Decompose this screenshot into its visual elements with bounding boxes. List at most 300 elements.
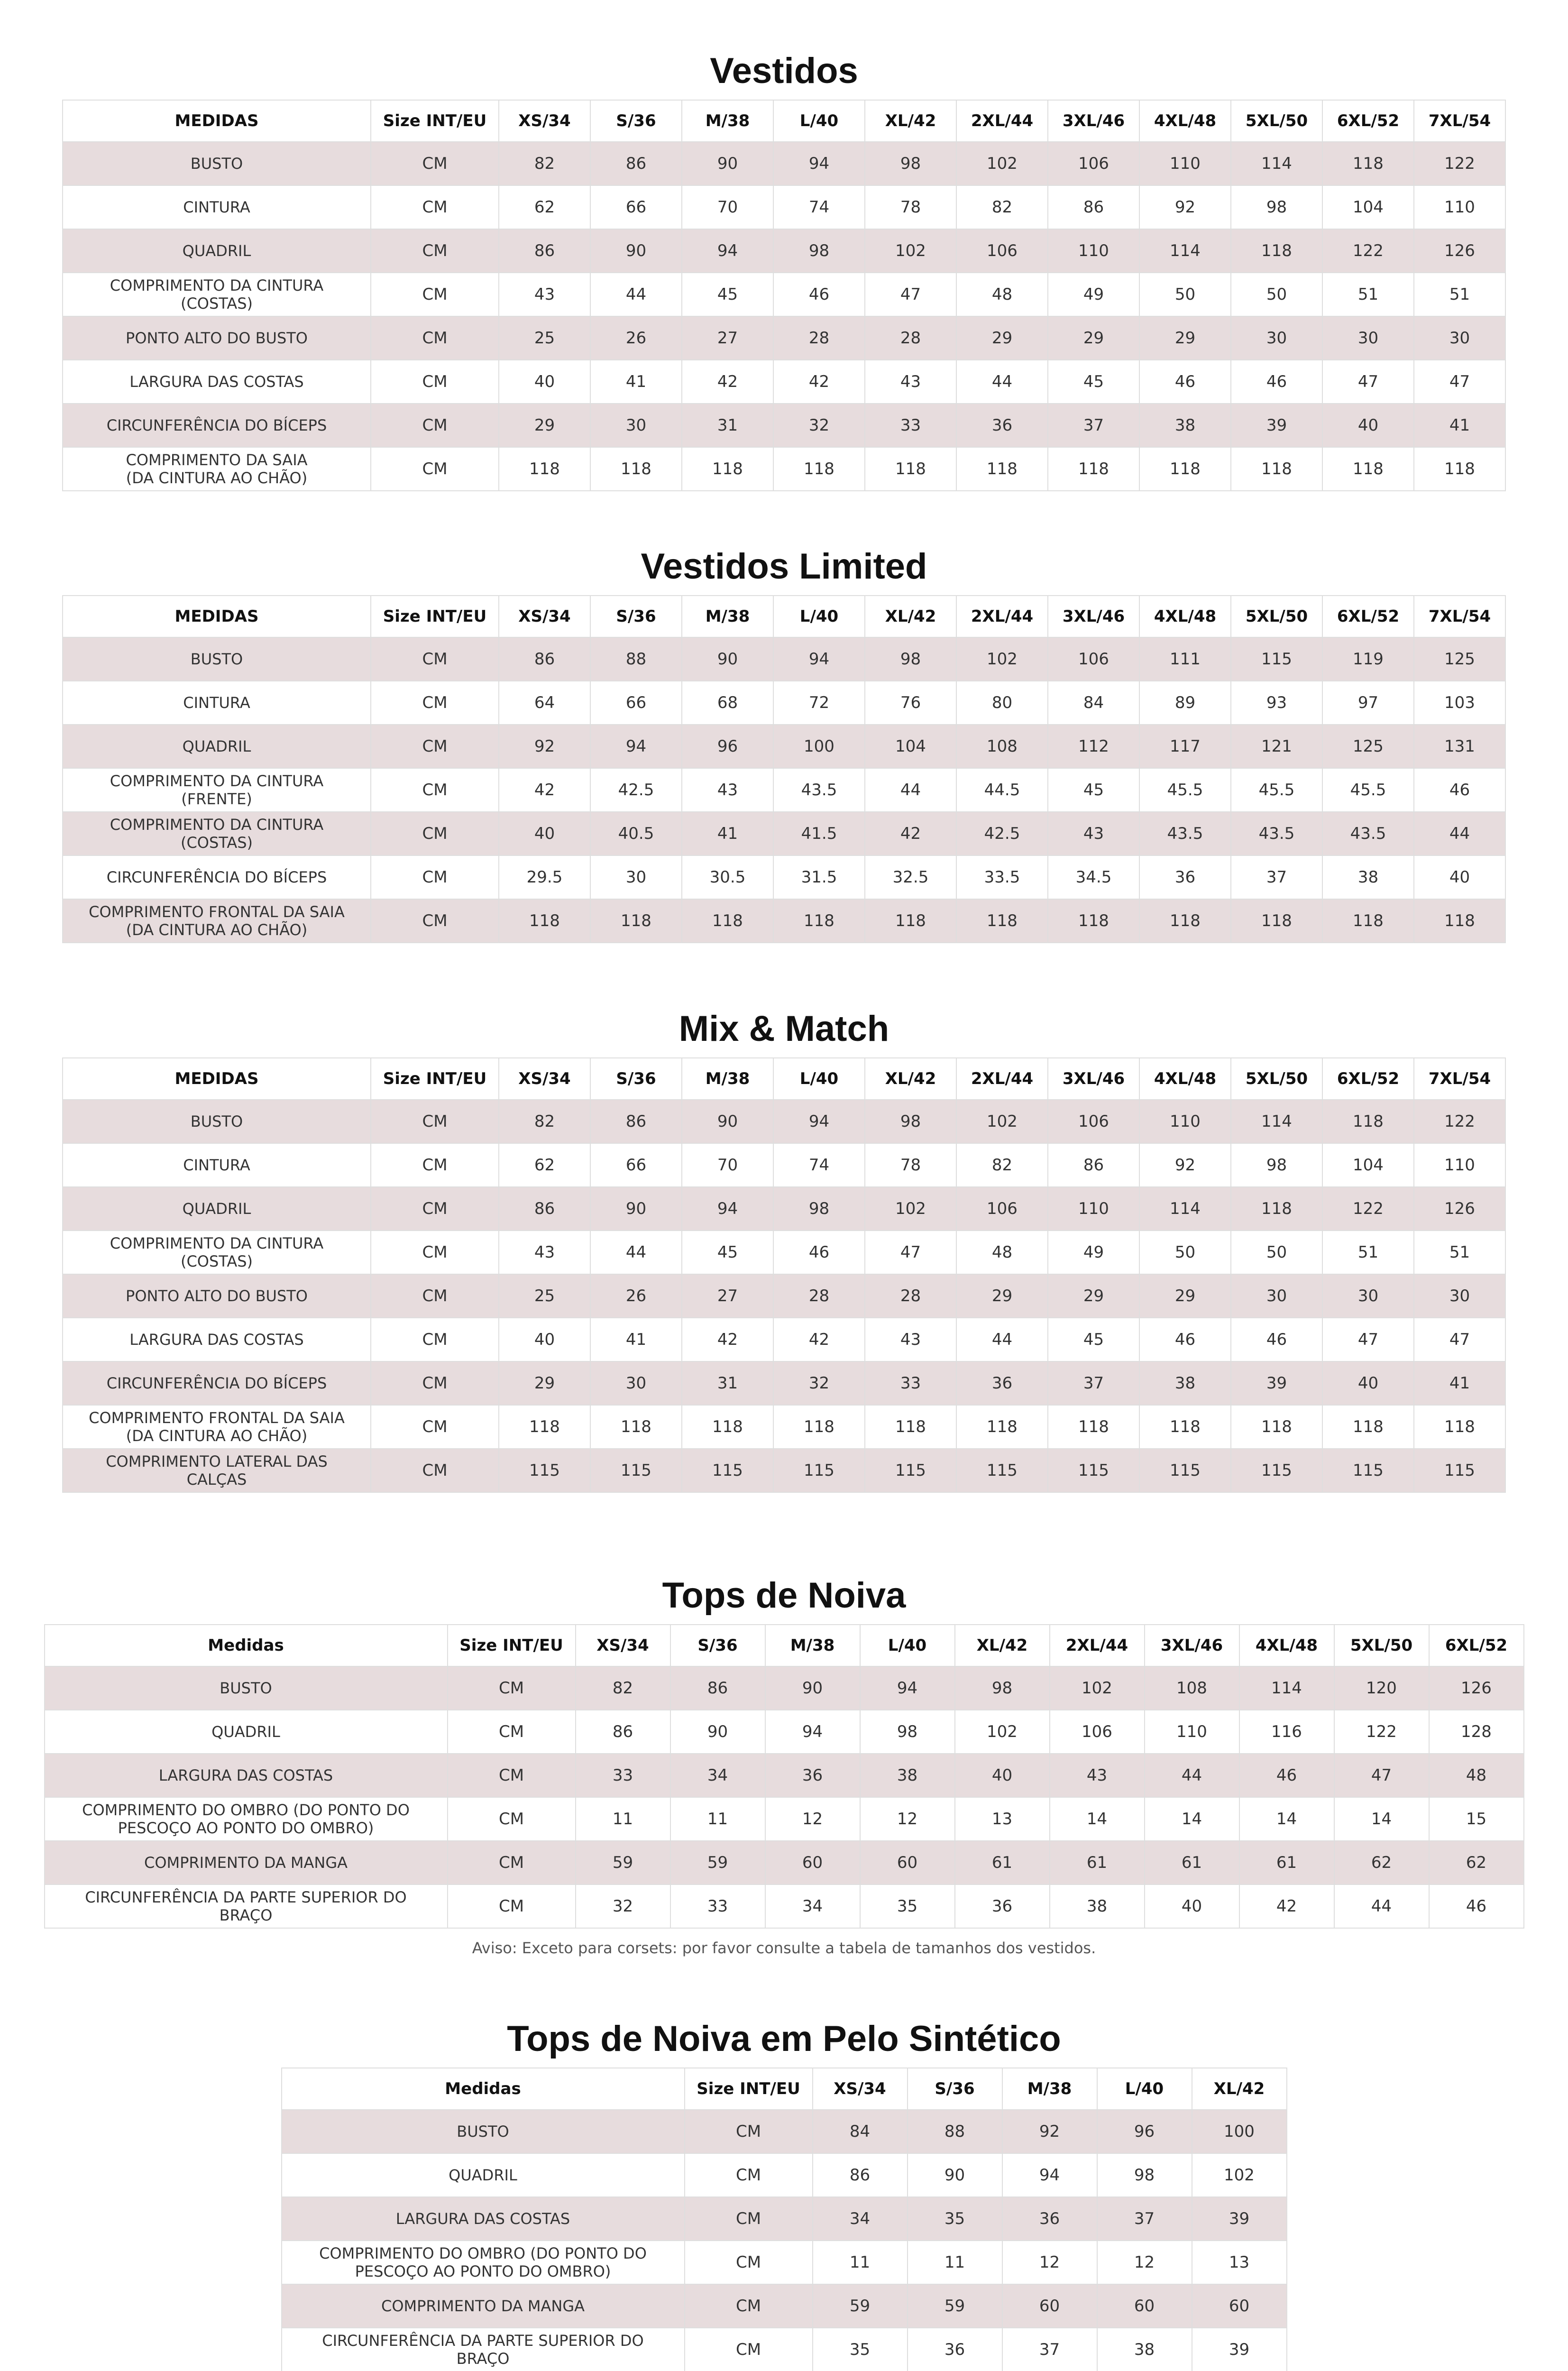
value-cell: 46 — [1239, 1754, 1334, 1797]
table-row — [63, 447, 1505, 491]
value-cell: 116 — [1239, 1710, 1334, 1754]
unit-cell: CM — [371, 1274, 499, 1318]
value-cell: 37 — [1002, 2328, 1097, 2371]
value-cell: 46 — [773, 1231, 865, 1274]
value-cell: 98 — [1097, 2153, 1192, 2197]
value-cell: 118 — [1414, 447, 1505, 491]
unit-cell: CM — [371, 404, 499, 447]
value-cell: 38 — [1322, 855, 1414, 899]
column-header: MEDIDAS — [63, 100, 371, 142]
value-cell: 29 — [956, 1274, 1048, 1318]
column-header: 4XL/48 — [1139, 1058, 1231, 1100]
value-cell: 82 — [576, 1666, 670, 1710]
table-row — [45, 1666, 1524, 1710]
unit-cell: CM — [448, 1666, 576, 1710]
value-cell: 110 — [1139, 142, 1231, 185]
value-cell: 45 — [682, 273, 773, 316]
value-cell: 14 — [1145, 1797, 1239, 1841]
row-label: CINTURA — [63, 185, 371, 229]
column-header: XL/42 — [955, 1625, 1050, 1666]
value-cell: 29 — [956, 316, 1048, 360]
unit-cell: CM — [371, 1449, 499, 1492]
column-header: 2XL/44 — [1050, 1625, 1145, 1666]
value-cell: 32 — [773, 1361, 865, 1405]
value-cell: 62 — [499, 1143, 590, 1187]
row-label: BUSTO — [282, 2110, 685, 2153]
row-label: BUSTO — [63, 142, 371, 185]
value-cell: 39 — [1192, 2328, 1287, 2371]
table-row — [63, 855, 1505, 899]
value-cell: 94 — [682, 229, 773, 273]
value-cell: 14 — [1334, 1797, 1429, 1841]
value-cell: 40 — [1322, 1361, 1414, 1405]
column-header: 3XL/46 — [1145, 1625, 1239, 1666]
value-cell: 31 — [682, 404, 773, 447]
row-label: COMPRIMENTO DA MANGA — [282, 2284, 685, 2328]
value-cell: 45.5 — [1322, 768, 1414, 812]
column-header: XL/42 — [865, 596, 956, 637]
value-cell: 28 — [865, 1274, 956, 1318]
value-cell: 90 — [682, 637, 773, 681]
row-label: QUADRIL — [45, 1710, 448, 1754]
value-cell: 94 — [682, 1187, 773, 1231]
row-label: CIRCUNFERÊNCIA DO BÍCEPS — [63, 1361, 371, 1405]
row-label: CIRCUNFERÊNCIA DO BÍCEPS — [63, 404, 371, 447]
column-header: L/40 — [773, 100, 865, 142]
value-cell: 90 — [670, 1710, 765, 1754]
value-cell: 32 — [773, 404, 865, 447]
value-cell: 28 — [865, 316, 956, 360]
value-cell: 96 — [682, 725, 773, 768]
value-cell: 39 — [1192, 2197, 1287, 2241]
value-cell: 41 — [590, 1318, 682, 1361]
row-label: LARGURA DAS COSTAS — [282, 2197, 685, 2241]
row-label: COMPRIMENTO LATERAL DAS CALÇAS — [63, 1449, 371, 1492]
unit-cell: CM — [371, 316, 499, 360]
value-cell: 118 — [1322, 447, 1414, 491]
value-cell: 115 — [499, 1449, 590, 1492]
row-label: BUSTO — [63, 1100, 371, 1143]
unit-cell: CM — [371, 273, 499, 316]
value-cell: 118 — [1048, 1405, 1139, 1449]
value-cell: 44.5 — [956, 768, 1048, 812]
value-cell: 118 — [1231, 1405, 1322, 1449]
table-row — [63, 1405, 1505, 1449]
unit-cell: CM — [371, 1100, 499, 1143]
value-cell: 25 — [499, 316, 590, 360]
section-title: Tops de Noiva — [662, 1575, 906, 1616]
value-cell: 43 — [1048, 812, 1139, 855]
value-cell: 115 — [1139, 1449, 1231, 1492]
column-header: M/38 — [682, 100, 773, 142]
value-cell: 62 — [1429, 1841, 1524, 1884]
value-cell: 115 — [773, 1449, 865, 1492]
value-cell: 104 — [1322, 1143, 1414, 1187]
section-title: Vestidos — [710, 51, 858, 91]
value-cell: 115 — [1231, 637, 1322, 681]
row-label: QUADRIL — [63, 725, 371, 768]
column-header: 5XL/50 — [1334, 1625, 1429, 1666]
column-header: XL/42 — [865, 1058, 956, 1100]
table-row — [63, 1143, 1505, 1187]
value-cell: 36 — [956, 1361, 1048, 1405]
value-cell: 35 — [860, 1884, 955, 1928]
value-cell: 34 — [670, 1754, 765, 1797]
value-cell: 46 — [1231, 360, 1322, 404]
size-table — [62, 595, 1506, 943]
value-cell: 60 — [765, 1841, 860, 1884]
table-row — [45, 1710, 1524, 1754]
value-cell: 46 — [773, 273, 865, 316]
table-row — [63, 360, 1505, 404]
value-cell: 59 — [813, 2284, 908, 2328]
value-cell: 92 — [1002, 2110, 1097, 2153]
value-cell: 118 — [1322, 142, 1414, 185]
row-label: CINTURA — [63, 1143, 371, 1187]
value-cell: 92 — [1139, 185, 1231, 229]
value-cell: 44 — [1334, 1884, 1429, 1928]
value-cell: 118 — [1048, 899, 1139, 943]
value-cell: 30 — [1322, 316, 1414, 360]
value-cell: 119 — [1322, 637, 1414, 681]
column-header: XL/42 — [865, 100, 956, 142]
value-cell: 50 — [1231, 1231, 1322, 1274]
value-cell: 36 — [956, 404, 1048, 447]
value-cell: 43 — [682, 768, 773, 812]
value-cell: 12 — [1002, 2241, 1097, 2284]
value-cell: 39 — [1231, 404, 1322, 447]
value-cell: 96 — [1097, 2110, 1192, 2153]
table-row — [63, 812, 1505, 855]
value-cell: 115 — [956, 1449, 1048, 1492]
value-cell: 37 — [1048, 1361, 1139, 1405]
value-cell: 41.5 — [773, 812, 865, 855]
value-cell: 51 — [1414, 273, 1505, 316]
value-cell: 68 — [682, 681, 773, 725]
value-cell: 51 — [1322, 1231, 1414, 1274]
table-row — [282, 2241, 1287, 2284]
table-row — [45, 1841, 1524, 1884]
column-header: S/36 — [590, 100, 682, 142]
value-cell: 118 — [1139, 447, 1231, 491]
table-row — [63, 725, 1505, 768]
value-cell: 60 — [860, 1841, 955, 1884]
table-row — [63, 1274, 1505, 1318]
section-tops-de-noiva-em-pelo-sintetico — [0, 2011, 1568, 2371]
row-label: CINTURA — [63, 681, 371, 725]
value-cell: 59 — [576, 1841, 670, 1884]
value-cell: 98 — [860, 1710, 955, 1754]
value-cell: 47 — [1414, 1318, 1505, 1361]
value-cell: 104 — [1322, 185, 1414, 229]
value-cell: 26 — [590, 316, 682, 360]
table-row — [63, 1187, 1505, 1231]
value-cell: 44 — [590, 1231, 682, 1274]
section-title: Tops de Noiva em Pelo Sintético — [507, 2019, 1061, 2059]
value-cell: 35 — [813, 2328, 908, 2371]
value-cell: 118 — [682, 1405, 773, 1449]
value-cell: 42.5 — [956, 812, 1048, 855]
value-cell: 115 — [865, 1449, 956, 1492]
value-cell: 31.5 — [773, 855, 865, 899]
value-cell: 82 — [956, 1143, 1048, 1187]
value-cell: 106 — [956, 1187, 1048, 1231]
value-cell: 12 — [1097, 2241, 1192, 2284]
value-cell: 43.5 — [773, 768, 865, 812]
table-header-row — [282, 2068, 1287, 2110]
value-cell: 84 — [1048, 681, 1139, 725]
value-cell: 125 — [1322, 725, 1414, 768]
value-cell: 66 — [590, 681, 682, 725]
value-cell: 122 — [1414, 1100, 1505, 1143]
value-cell: 118 — [499, 447, 590, 491]
value-cell: 30 — [1231, 1274, 1322, 1318]
value-cell: 34.5 — [1048, 855, 1139, 899]
value-cell: 43 — [865, 360, 956, 404]
value-cell: 90 — [682, 1100, 773, 1143]
column-header: 6XL/52 — [1322, 596, 1414, 637]
value-cell: 120 — [1334, 1666, 1429, 1710]
value-cell: 106 — [1048, 637, 1139, 681]
unit-cell: CM — [685, 2197, 813, 2241]
value-cell: 121 — [1231, 725, 1322, 768]
value-cell: 37 — [1097, 2197, 1192, 2241]
value-cell: 25 — [499, 1274, 590, 1318]
value-cell: 86 — [670, 1666, 765, 1710]
unit-cell: CM — [371, 899, 499, 943]
column-header: S/36 — [590, 596, 682, 637]
column-header: S/36 — [908, 2068, 1002, 2110]
row-label: COMPRIMENTO DA MANGA — [45, 1841, 448, 1884]
value-cell: 118 — [590, 1405, 682, 1449]
table-row — [63, 681, 1505, 725]
value-cell: 90 — [590, 229, 682, 273]
value-cell: 29 — [1139, 1274, 1231, 1318]
unit-cell: CM — [371, 185, 499, 229]
row-label: COMPRIMENTO FRONTAL DA SAIA (DA CINTURA AO CHÃO) — [63, 899, 371, 943]
column-header: 5XL/50 — [1231, 596, 1322, 637]
unit-cell: CM — [371, 360, 499, 404]
value-cell: 38 — [860, 1754, 955, 1797]
section-mix-match — [0, 1001, 1568, 1493]
column-header: MEDIDAS — [63, 1058, 371, 1100]
value-cell: 13 — [1192, 2241, 1287, 2284]
column-header: L/40 — [773, 1058, 865, 1100]
value-cell: 118 — [1414, 899, 1505, 943]
value-cell: 61 — [955, 1841, 1050, 1884]
value-cell: 48 — [956, 273, 1048, 316]
value-cell: 45 — [1048, 1318, 1139, 1361]
value-cell: 33 — [576, 1754, 670, 1797]
value-cell: 118 — [865, 899, 956, 943]
value-cell: 46 — [1139, 1318, 1231, 1361]
row-label: COMPRIMENTO DA CINTURA (FRENTE) — [63, 768, 371, 812]
value-cell: 61 — [1239, 1841, 1334, 1884]
value-cell: 39 — [1231, 1361, 1322, 1405]
table-row — [63, 1100, 1505, 1143]
value-cell: 43 — [499, 273, 590, 316]
value-cell: 98 — [865, 1100, 956, 1143]
value-cell: 46 — [1429, 1884, 1524, 1928]
value-cell: 115 — [1322, 1449, 1414, 1492]
column-header: XS/34 — [499, 596, 590, 637]
value-cell: 78 — [865, 185, 956, 229]
size-note: Aviso: Exceto para corsets: por favor consulte a tabela de tamanhos dos vestidos. — [472, 1939, 1096, 1957]
value-cell: 110 — [1139, 1100, 1231, 1143]
column-header: Medidas — [45, 1625, 448, 1666]
value-cell: 40 — [1145, 1884, 1239, 1928]
value-cell: 97 — [1322, 681, 1414, 725]
value-cell: 36 — [955, 1884, 1050, 1928]
value-cell: 110 — [1145, 1710, 1239, 1754]
value-cell: 106 — [1048, 142, 1139, 185]
row-label: COMPRIMENTO DA CINTURA (COSTAS) — [63, 1231, 371, 1274]
value-cell: 29 — [499, 1361, 590, 1405]
value-cell: 82 — [956, 185, 1048, 229]
column-header: XS/34 — [499, 1058, 590, 1100]
value-cell: 118 — [682, 899, 773, 943]
value-cell: 126 — [1414, 1187, 1505, 1231]
column-header: XL/42 — [1192, 2068, 1287, 2110]
value-cell: 94 — [773, 637, 865, 681]
value-cell: 50 — [1231, 273, 1322, 316]
unit-cell: CM — [371, 768, 499, 812]
value-cell: 94 — [1002, 2153, 1097, 2197]
value-cell: 42 — [1239, 1884, 1334, 1928]
value-cell: 38 — [1050, 1884, 1145, 1928]
unit-cell: CM — [685, 2328, 813, 2371]
value-cell: 102 — [1192, 2153, 1287, 2197]
column-header: 6XL/52 — [1429, 1625, 1524, 1666]
value-cell: 43.5 — [1139, 812, 1231, 855]
value-cell: 40 — [1322, 404, 1414, 447]
value-cell: 70 — [682, 1143, 773, 1187]
unit-cell: CM — [371, 1318, 499, 1361]
value-cell: 62 — [1334, 1841, 1429, 1884]
size-table — [62, 100, 1506, 491]
value-cell: 51 — [1322, 273, 1414, 316]
value-cell: 46 — [1139, 360, 1231, 404]
column-header: XS/34 — [576, 1625, 670, 1666]
value-cell: 98 — [955, 1666, 1050, 1710]
table-row — [282, 2197, 1287, 2241]
value-cell: 41 — [590, 360, 682, 404]
value-cell: 106 — [1048, 1100, 1139, 1143]
value-cell: 94 — [765, 1710, 860, 1754]
column-header: 2XL/44 — [956, 596, 1048, 637]
table-row — [63, 185, 1505, 229]
table-row — [63, 1231, 1505, 1274]
value-cell: 126 — [1429, 1666, 1524, 1710]
row-label: COMPRIMENTO FRONTAL DA SAIA (DA CINTURA AO CHÃO) — [63, 1405, 371, 1449]
value-cell: 106 — [956, 229, 1048, 273]
value-cell: 118 — [865, 447, 956, 491]
unit-cell: CM — [371, 1187, 499, 1231]
table-row — [63, 899, 1505, 943]
value-cell: 111 — [1139, 637, 1231, 681]
table-row — [63, 229, 1505, 273]
value-cell: 102 — [865, 1187, 956, 1231]
table-row — [45, 1754, 1524, 1797]
column-header: XS/34 — [499, 100, 590, 142]
value-cell: 84 — [813, 2110, 908, 2153]
value-cell: 59 — [908, 2284, 1002, 2328]
row-label: QUADRIL — [63, 1187, 371, 1231]
value-cell: 45.5 — [1231, 768, 1322, 812]
value-cell: 131 — [1414, 725, 1505, 768]
value-cell: 118 — [682, 447, 773, 491]
column-header: M/38 — [765, 1625, 860, 1666]
value-cell: 62 — [499, 185, 590, 229]
value-cell: 29 — [499, 404, 590, 447]
value-cell: 51 — [1414, 1231, 1505, 1274]
value-cell: 61 — [1145, 1841, 1239, 1884]
value-cell: 88 — [590, 637, 682, 681]
unit-cell: CM — [371, 1405, 499, 1449]
unit-cell: CM — [685, 2284, 813, 2328]
size-table — [44, 1624, 1524, 1929]
column-header: 3XL/46 — [1048, 100, 1139, 142]
value-cell: 41 — [1414, 404, 1505, 447]
column-header: 7XL/54 — [1414, 596, 1505, 637]
value-cell: 118 — [1231, 1187, 1322, 1231]
unit-cell: CM — [371, 812, 499, 855]
value-cell: 14 — [1050, 1797, 1145, 1841]
unit-cell: CM — [685, 2241, 813, 2284]
value-cell: 74 — [773, 1143, 865, 1187]
value-cell: 47 — [865, 1231, 956, 1274]
value-cell: 118 — [499, 899, 590, 943]
table-row — [63, 404, 1505, 447]
column-header: M/38 — [682, 1058, 773, 1100]
value-cell: 42 — [773, 1318, 865, 1361]
value-cell: 89 — [1139, 681, 1231, 725]
unit-cell: CM — [448, 1754, 576, 1797]
value-cell: 43 — [1050, 1754, 1145, 1797]
value-cell: 72 — [773, 681, 865, 725]
value-cell: 30 — [590, 855, 682, 899]
value-cell: 11 — [908, 2241, 1002, 2284]
value-cell: 11 — [576, 1797, 670, 1841]
value-cell: 115 — [1231, 1449, 1322, 1492]
value-cell: 59 — [670, 1841, 765, 1884]
value-cell: 13 — [955, 1797, 1050, 1841]
value-cell: 60 — [1002, 2284, 1097, 2328]
value-cell: 74 — [773, 185, 865, 229]
value-cell: 33 — [670, 1884, 765, 1928]
value-cell: 42.5 — [590, 768, 682, 812]
value-cell: 90 — [908, 2153, 1002, 2197]
value-cell: 29.5 — [499, 855, 590, 899]
value-cell: 110 — [1048, 229, 1139, 273]
value-cell: 118 — [956, 1405, 1048, 1449]
value-cell: 118 — [865, 1405, 956, 1449]
value-cell: 117 — [1139, 725, 1231, 768]
value-cell: 106 — [1050, 1710, 1145, 1754]
value-cell: 114 — [1231, 1100, 1322, 1143]
unit-cell: CM — [371, 229, 499, 273]
column-header: M/38 — [682, 596, 773, 637]
value-cell: 118 — [1231, 899, 1322, 943]
value-cell: 40 — [499, 812, 590, 855]
value-cell: 34 — [813, 2197, 908, 2241]
value-cell: 118 — [590, 899, 682, 943]
table-row — [63, 316, 1505, 360]
unit-cell: CM — [371, 447, 499, 491]
value-cell: 93 — [1231, 681, 1322, 725]
unit-cell: CM — [371, 1231, 499, 1274]
value-cell: 90 — [765, 1666, 860, 1710]
